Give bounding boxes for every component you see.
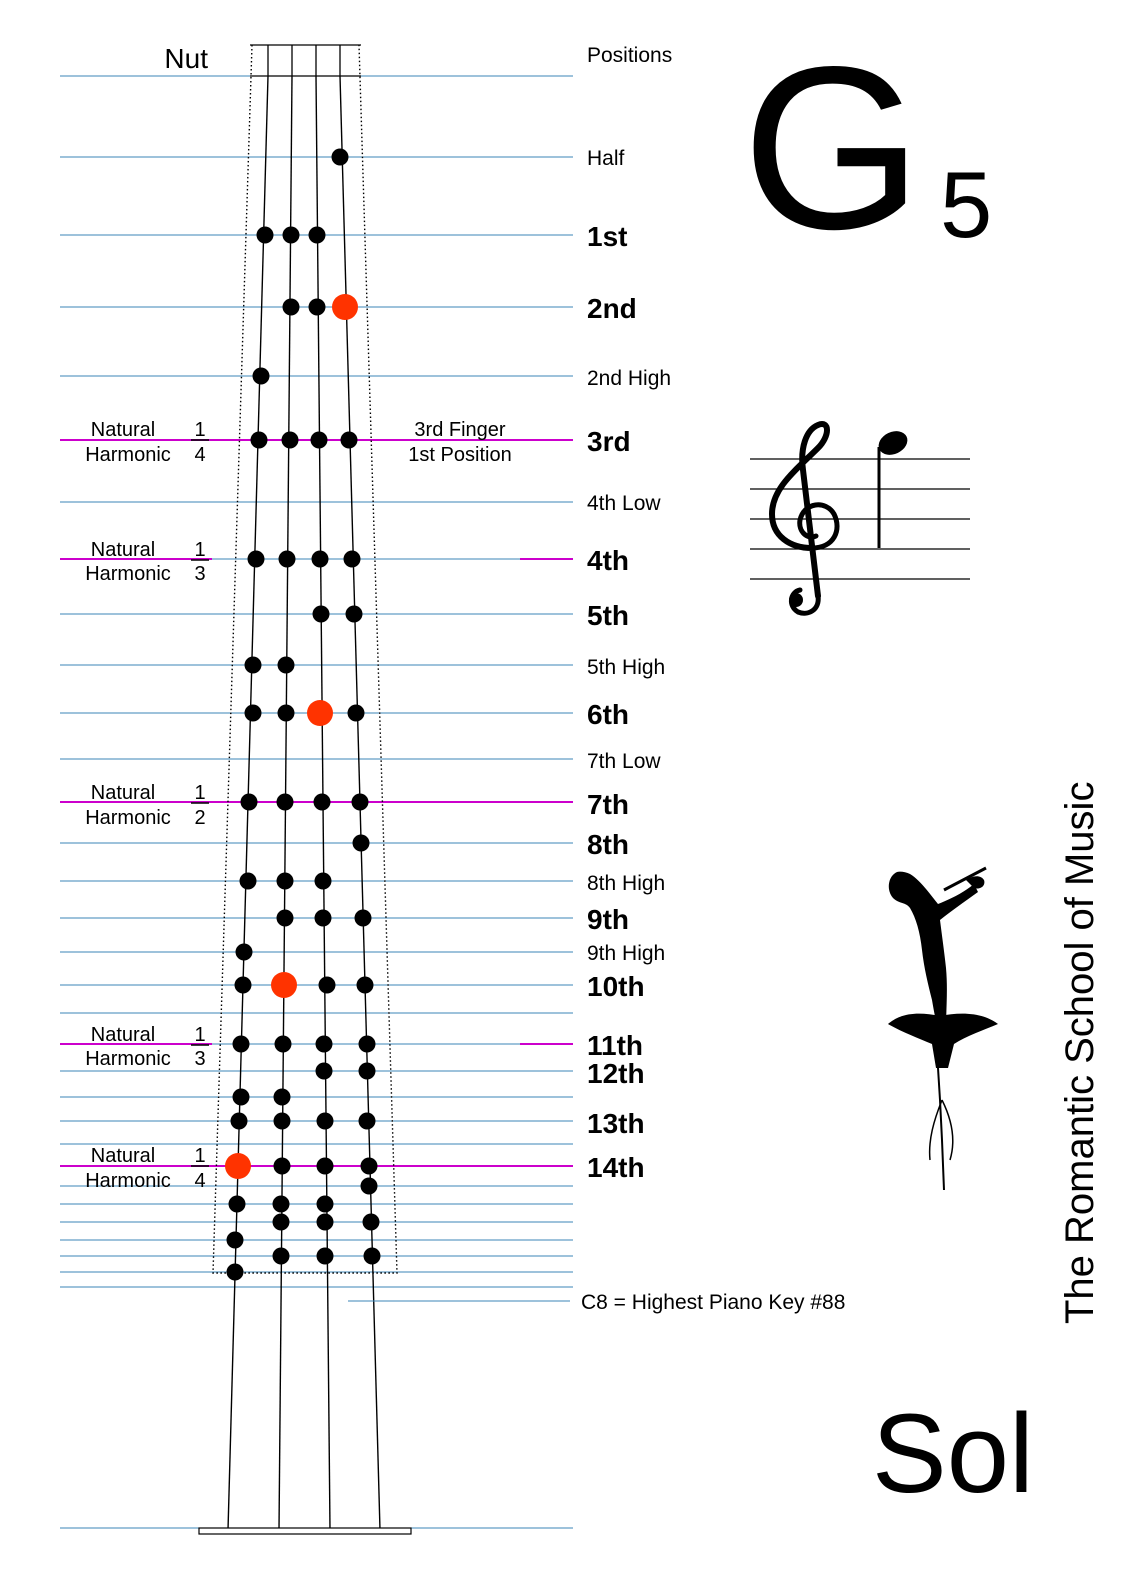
highlight-dot <box>225 1153 251 1179</box>
finger-dot <box>353 835 370 852</box>
harmonic-label-line1: Natural <box>90 782 156 804</box>
position-label: 8th <box>587 829 629 860</box>
finger-dot <box>245 705 262 722</box>
finger-dot <box>314 794 331 811</box>
finger-dot <box>344 551 361 568</box>
finger-dot <box>359 1063 376 1080</box>
finger-dot <box>273 1214 290 1231</box>
position-label: 9th High <box>587 942 666 965</box>
finger-dot <box>274 1158 291 1175</box>
position-label: 13th <box>587 1108 645 1139</box>
finger-dot <box>355 910 372 927</box>
finger-dot <box>346 606 363 623</box>
finger-dot <box>235 977 252 994</box>
harmonic-label <box>85 419 209 466</box>
harmonic-denominator: 4 <box>194 444 206 466</box>
position-label: 6th <box>587 699 629 730</box>
harmonic-label <box>85 782 209 829</box>
finger-dot <box>251 432 268 449</box>
harmonic-label-line1: Natural <box>90 1024 156 1046</box>
finger-dot <box>364 1248 381 1265</box>
finger-dot <box>241 794 258 811</box>
finger-dot <box>361 1158 378 1175</box>
finger-dot <box>227 1232 244 1249</box>
finger-dot <box>319 977 336 994</box>
harmonic-denominator: 4 <box>194 1170 206 1192</box>
harmonic-numerator: 1 <box>194 1145 206 1167</box>
finger-dot <box>275 1036 292 1053</box>
violinist-silhouette-icon <box>888 868 998 1190</box>
finger-dot <box>315 910 332 927</box>
finger-dot <box>352 794 369 811</box>
position-label: 14th <box>587 1152 645 1183</box>
quarter-note-icon <box>875 427 911 548</box>
finger-dot <box>278 657 295 674</box>
finger-dot <box>359 1113 376 1130</box>
finger-dot <box>277 910 294 927</box>
finger-dot <box>359 1036 376 1053</box>
highlight-dot <box>332 294 358 320</box>
position-label: 2nd High <box>587 367 672 390</box>
finger-dot <box>274 1113 291 1130</box>
position-label: 7th <box>587 789 629 820</box>
finger-dot <box>273 1248 290 1265</box>
harmonic-label-line1: Natural <box>90 1145 156 1167</box>
finger-dot <box>274 1089 291 1106</box>
finger-dot <box>233 1036 250 1053</box>
finger-dot <box>231 1113 248 1130</box>
position-label: 11th <box>587 1030 644 1061</box>
finger-dot <box>317 1214 334 1231</box>
position-label: 8th High <box>587 872 666 895</box>
harmonic-numerator: 1 <box>194 1024 206 1046</box>
position-label: 12th <box>587 1058 645 1089</box>
finger-dot <box>279 551 296 568</box>
finger-dot <box>253 368 270 385</box>
finger-dot <box>283 227 300 244</box>
treble-staff <box>750 424 970 613</box>
harmonic-label-line1: Natural <box>90 539 156 561</box>
finger-dot <box>341 432 358 449</box>
finger-dot <box>317 1196 334 1213</box>
position-label: 3rd <box>587 426 631 457</box>
finger-dot <box>332 149 349 166</box>
harmonic-denominator: 2 <box>194 807 206 829</box>
harmonic-label-line2: Harmonic <box>85 807 171 829</box>
finger-dot <box>240 873 257 890</box>
finger-note <box>408 419 511 466</box>
finger-dot <box>317 1248 334 1265</box>
position-label: 5th High <box>587 656 666 679</box>
finger-dot <box>317 1158 334 1175</box>
finger-dot <box>363 1214 380 1231</box>
position-label: 7th Low <box>587 750 661 773</box>
positions-header: Positions <box>587 44 673 67</box>
highest-key-note: C8 = Highest Piano Key #88 <box>581 1291 846 1314</box>
finger-dot <box>278 705 295 722</box>
harmonic-denominator: 3 <box>194 1048 206 1070</box>
position-label: 2nd <box>587 293 637 324</box>
harmonic-numerator: 1 <box>194 539 206 561</box>
school-name: The Romantic School of Music <box>1058 781 1102 1324</box>
violin-neck <box>199 45 411 1534</box>
finger-dot <box>315 873 332 890</box>
highlight-dot <box>271 972 297 998</box>
finger-dot <box>311 432 328 449</box>
position-label: 1st <box>587 221 628 252</box>
finger-dot <box>309 299 326 316</box>
highlight-dot <box>307 700 333 726</box>
finger-dot <box>245 657 262 674</box>
finger-dot <box>233 1089 250 1106</box>
note-letter: G <box>742 19 923 278</box>
finger-dot <box>348 705 365 722</box>
finger-dot <box>277 794 294 811</box>
position-label: 10th <box>587 971 645 1002</box>
nut-label: Nut <box>164 43 208 74</box>
harmonic-label <box>85 1024 209 1070</box>
harmonic-denominator: 3 <box>194 563 206 585</box>
harmonic-label-line1: Natural <box>90 419 156 441</box>
harmonic-numerator: 1 <box>194 782 206 804</box>
finger-dot <box>309 227 326 244</box>
finger-dot <box>277 873 294 890</box>
harmonic-label <box>85 1145 209 1192</box>
harmonic-label <box>85 539 209 585</box>
finger-dot <box>257 227 274 244</box>
position-label: Half <box>587 147 625 170</box>
finger-dot <box>248 551 265 568</box>
position-labels <box>587 147 671 1183</box>
finger-dot <box>312 551 329 568</box>
octave-number: 5 <box>940 152 993 257</box>
finger-dot <box>273 1196 290 1213</box>
finger-dot <box>361 1178 378 1195</box>
position-label: 9th <box>587 904 629 935</box>
harmonic-label-line2: Harmonic <box>85 563 171 585</box>
position-label: 5th <box>587 600 629 631</box>
harmonic-label-line2: Harmonic <box>85 1048 171 1070</box>
harmonic-label-line2: Harmonic <box>85 1170 171 1192</box>
finger-dot <box>317 1113 334 1130</box>
neck-base <box>199 1528 411 1534</box>
finger-dot <box>316 1063 333 1080</box>
finger-dot <box>236 944 253 961</box>
finger-dot <box>283 299 300 316</box>
finger-note-line1: 3rd Finger <box>414 419 506 441</box>
finger-dot <box>282 432 299 449</box>
harmonic-label-line2: Harmonic <box>85 444 171 466</box>
finger-dots <box>225 149 381 1281</box>
finger-dot <box>357 977 374 994</box>
solfege-label: Sol <box>872 1391 1034 1516</box>
finger-dot <box>229 1196 246 1213</box>
position-label: 4th Low <box>587 492 661 515</box>
finger-dot <box>316 1036 333 1053</box>
harmonic-numerator: 1 <box>194 419 206 441</box>
position-label: 4th <box>587 545 629 576</box>
finger-note-line2: 1st Position <box>408 444 512 466</box>
finger-dot <box>313 606 330 623</box>
finger-dot <box>227 1264 244 1281</box>
